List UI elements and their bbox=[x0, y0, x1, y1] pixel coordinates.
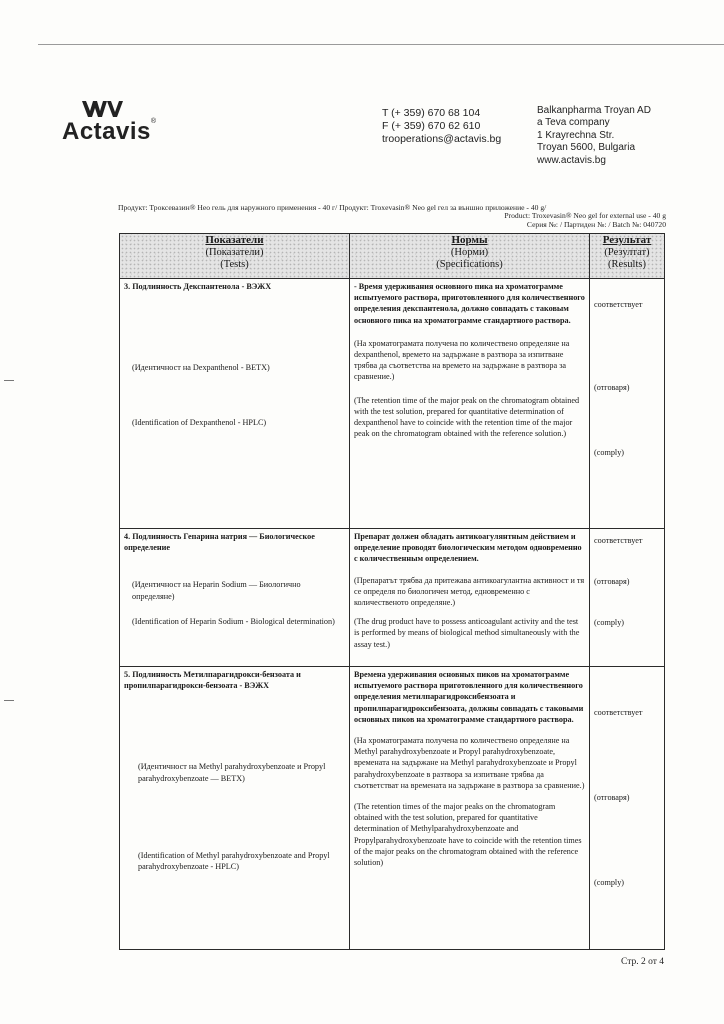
table-header-row bbox=[120, 234, 665, 279]
result-en: (comply) bbox=[594, 448, 625, 458]
product-line-en: Product: Troxevasin® Neo gel for external use - 40 g bbox=[504, 211, 666, 220]
test-en: (Identification of Heparin Sodium - Biological determination) bbox=[132, 616, 335, 626]
header-tests: Показатели (Показатели) (Tests) bbox=[120, 234, 350, 279]
spec-cell bbox=[350, 279, 590, 529]
result-ru: соответствует bbox=[594, 300, 643, 309]
phone: T (+ 359) 670 68 104 bbox=[382, 107, 481, 119]
header-specifications: Нормы (Норми) (Specifications) bbox=[350, 234, 590, 279]
address-line: a Teva company bbox=[537, 117, 610, 129]
top-border-line bbox=[38, 44, 724, 45]
spec-cell bbox=[350, 667, 590, 950]
test-title: 4. Подлинность Гепарина натрия — Биологическое определение bbox=[124, 532, 315, 553]
test-title: 5. Подлинность Метилпарагидрокси-бензоата и пропилпарагидрокси-бензоата - ВЭЖХ bbox=[124, 670, 301, 691]
header-results: Результат (Резултат) (Results) bbox=[590, 234, 665, 279]
result-en: (comply) bbox=[594, 618, 625, 628]
test-cell bbox=[120, 279, 350, 529]
result-bg: (отговаря) bbox=[594, 793, 630, 803]
spec-en: (The retention time of the major peak on the chromatogram obtained with the test solution, prepared for quantitative determination of dexpanthenol have to coincide with the retention time of the major peak on the chromatogram obtained with the reference solution.) bbox=[354, 395, 580, 439]
email: trooperations@actavis.bg bbox=[382, 133, 502, 145]
result-en: (comply) bbox=[594, 878, 625, 888]
spec-ru: - Время удерживания основного пика на хроматограмме испытуемого раствора, приготовленного для количественного определения декспантенола, должно совпадать с таковым основного пика на хроматограмме стандартного раствора. bbox=[354, 282, 585, 325]
result-bg: (отговаря) bbox=[594, 577, 630, 587]
actavis-logo-mark-icon bbox=[80, 100, 126, 118]
spec-bg: (Препаратът трябва да притежава антикоагулантна активност и тя се определя по биологичен метод, едновременно с количественото определяне.) bbox=[354, 575, 585, 608]
table-row bbox=[120, 279, 665, 529]
address-line: 1 Krayrechna Str. bbox=[537, 129, 615, 141]
spec-ru: Препарат должен обладать антикоагулянтным действием и определение проводят биологическим методом одновременно с количественным определением. bbox=[354, 532, 582, 564]
spec-bg: (На хроматограмата получена по количествено определяне на dexpanthenol, времето на задържане в разтвора за изпитване трябва да съответства на времето на задържане в разтвора за сравнение.) bbox=[354, 338, 570, 382]
product-line: Продукт: Троксевазин® Нео гель для наружного применения - 40 г/ Продукт: Troxevasin® Neo gel гел за външно приложение - 40 g/ bbox=[118, 203, 547, 212]
test-title: 3. Подлинность Декспантенола - ВЭЖХ bbox=[124, 282, 272, 291]
margin-mark bbox=[4, 700, 14, 701]
specification-table bbox=[119, 233, 665, 950]
result-cell bbox=[590, 667, 665, 950]
result-cell bbox=[590, 279, 665, 529]
test-bg: (Идентичност на Methyl parahydroxybenzoate и Propyl parahydroxybenzoate — ВЕТХ) bbox=[138, 762, 326, 783]
table-row bbox=[120, 667, 665, 950]
logo-wordmark: Actavis® bbox=[62, 118, 157, 145]
page-number: Стр. 2 от 4 bbox=[621, 957, 665, 967]
address-line: Troyan 5600, Bulgaria bbox=[537, 142, 636, 154]
margin-mark bbox=[4, 380, 14, 381]
actavis-logo bbox=[62, 100, 157, 150]
address-line: Balkanpharma Troyan AD bbox=[537, 105, 651, 116]
spec-ru: Времена удерживания основных пиков на хроматограмме испытуемого раствора приготовленного для количественного определения метилпарагидроксибензоата и пропилпарагидроксибензоата, должны совпадать с таковыми основных пиков на хроматограмме стандартного раствора. bbox=[354, 670, 584, 724]
contact-block bbox=[382, 107, 501, 146]
test-cell bbox=[120, 667, 350, 950]
test-en: (Identification of Methyl parahydroxybenzoate and Propyl parahydroxybenzoate - HPLC) bbox=[138, 850, 330, 872]
test-bg: (Идентичност на Heparin Sodium — Биологично определяне) bbox=[132, 580, 301, 601]
spec-bg: (На хроматограмата получена по количествено определяне на Methyl parahydroxybenzoate и Propyl parahydroxybenzoate, времената на задържане на Methyl parahydroxybenzoate и Propyl parahydroxybenzoate в разтвора за изпитване трябва да съответстват на времената на задържане в разтвора за сравнение.) bbox=[354, 736, 585, 790]
result-ru: соответствует bbox=[594, 708, 643, 717]
result-bg: (отговаря) bbox=[594, 383, 630, 393]
website: www.actavis.bg bbox=[537, 154, 606, 166]
batch-number: Серия №: / Партиден №: / Batch №: 040720 bbox=[526, 220, 666, 229]
table-row bbox=[120, 529, 665, 667]
test-cell bbox=[120, 529, 350, 667]
spec-en: (The retention times of the major peaks on the chromatogram obtained with the test solution, prepared for quantitative determination of Methylparahydroxybenzoate and Propylparahydroxybenzoate have to coincide with the retention times of the major peaks on the chromatogram obtained with the reference solution) bbox=[354, 802, 582, 868]
test-bg: (Идентичност на Dexpanthenol - ВЕТХ) bbox=[132, 363, 270, 373]
spec-en: (The drug product have to possess anticoagulant activity and the test is performed by means of biological method simultaneously with the assay test.) bbox=[354, 617, 580, 649]
fax: F (+ 359) 670 62 610 bbox=[382, 120, 481, 132]
spec-cell bbox=[350, 529, 590, 667]
result-ru: соответствует bbox=[594, 536, 643, 545]
address-block bbox=[537, 105, 651, 167]
test-en: (Identification of Dexpanthenol - HPLC) bbox=[132, 418, 267, 428]
result-cell bbox=[590, 529, 665, 667]
